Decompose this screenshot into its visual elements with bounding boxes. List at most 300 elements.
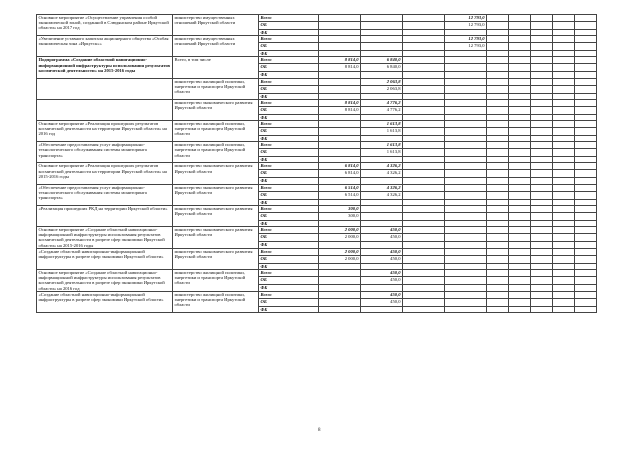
table-row bbox=[37, 36, 597, 43]
activity-name-cell: Основное мероприятие «Создание областной навигационно-информационной инфраструктуры использования результатов космической деятельности в разрезе сфер экономики Иркутской области» на 2015-2016 годы bbox=[37, 227, 173, 249]
activity-name-cell: Основное мероприятие «Реализация прошедших результатов космической деятельности на территории Иркутской области» на 2016 год bbox=[37, 121, 173, 142]
amount-cell: 450,0 bbox=[361, 291, 403, 298]
funding-source-cell: ОБ bbox=[259, 212, 319, 220]
empty-cell bbox=[487, 306, 509, 312]
amount-cell bbox=[403, 57, 445, 64]
amount-cell bbox=[445, 255, 487, 263]
table-row bbox=[37, 291, 597, 298]
amount-cell bbox=[403, 142, 445, 149]
executor-cell: министерство экономического развития Иркутской области bbox=[173, 248, 259, 269]
amount-cell bbox=[319, 270, 361, 277]
empty-cell bbox=[487, 191, 509, 199]
empty-cell bbox=[531, 277, 553, 285]
empty-cell bbox=[575, 205, 597, 212]
amount-cell bbox=[319, 142, 361, 149]
funding-source-cell: ОБ bbox=[259, 85, 319, 93]
document-sheet bbox=[36, 14, 596, 313]
empty-cell bbox=[553, 142, 575, 149]
empty-cell bbox=[509, 191, 531, 199]
empty-cell bbox=[575, 234, 597, 242]
amount-cell: 4 776,2 bbox=[361, 106, 403, 114]
table-row bbox=[37, 163, 597, 170]
empty-cell bbox=[531, 212, 553, 220]
amount-cell bbox=[319, 22, 361, 30]
funding-source-cell: Всего bbox=[259, 57, 319, 64]
amount-cell bbox=[361, 212, 403, 220]
empty-cell bbox=[531, 22, 553, 30]
empty-cell bbox=[553, 36, 575, 43]
empty-cell bbox=[575, 184, 597, 191]
amount-cell bbox=[403, 163, 445, 170]
empty-cell bbox=[531, 291, 553, 298]
amount-cell bbox=[445, 291, 487, 298]
amount-cell bbox=[403, 121, 445, 128]
executor-cell: министерство экономического развития Иркутской области bbox=[173, 227, 259, 249]
amount-cell bbox=[403, 191, 445, 199]
empty-cell bbox=[553, 234, 575, 242]
empty-cell bbox=[575, 291, 597, 298]
amount-cell: 450,0 bbox=[361, 277, 403, 285]
empty-cell bbox=[553, 57, 575, 64]
funding-source-cell: ФБ bbox=[259, 72, 319, 78]
funding-source-cell: ФБ bbox=[259, 263, 319, 269]
empty-cell bbox=[531, 270, 553, 277]
empty-cell bbox=[531, 121, 553, 128]
empty-cell bbox=[487, 170, 509, 178]
empty-cell bbox=[575, 142, 597, 149]
amount-cell bbox=[403, 99, 445, 106]
empty-cell bbox=[575, 43, 597, 51]
funding-source-cell: ФБ bbox=[259, 178, 319, 184]
empty-cell bbox=[531, 128, 553, 136]
empty-cell bbox=[509, 270, 531, 277]
funding-source-cell: ФБ bbox=[259, 306, 319, 312]
amount-cell bbox=[403, 36, 445, 43]
empty-cell bbox=[575, 277, 597, 285]
empty-cell bbox=[575, 248, 597, 255]
amount-cell: 6 814,0 bbox=[319, 170, 361, 178]
empty-cell bbox=[553, 149, 575, 157]
empty-cell bbox=[487, 234, 509, 242]
empty-cell bbox=[487, 205, 509, 212]
empty-cell bbox=[509, 212, 531, 220]
funding-source-cell: Всего bbox=[259, 15, 319, 22]
empty-cell bbox=[531, 306, 553, 312]
activity-name-cell: Основное мероприятие «Осуществление управления особой экономической зоной, созданной в Слюдянском районе Иркутской области» на 2017 год bbox=[37, 15, 173, 36]
funding-source-cell: Всего bbox=[259, 270, 319, 277]
amount-cell: 2 000,0 bbox=[319, 255, 361, 263]
empty-cell bbox=[553, 99, 575, 106]
executor-cell: министерство жилищной политики, энергетики и транспорта Иркутской области bbox=[173, 78, 259, 99]
empty-cell bbox=[509, 306, 531, 312]
amount-cell: 12 793,0 bbox=[445, 15, 487, 22]
amount-cell bbox=[403, 78, 445, 85]
amount-cell bbox=[319, 15, 361, 22]
funding-source-cell: ОБ bbox=[259, 128, 319, 136]
empty-cell bbox=[487, 277, 509, 285]
empty-cell bbox=[575, 227, 597, 234]
empty-cell bbox=[509, 298, 531, 306]
empty-cell bbox=[553, 128, 575, 136]
empty-cell bbox=[575, 149, 597, 157]
amount-cell bbox=[361, 15, 403, 22]
amount-cell: 12 793,0 bbox=[445, 22, 487, 30]
empty-cell bbox=[487, 163, 509, 170]
empty-cell bbox=[509, 78, 531, 85]
empty-cell bbox=[575, 270, 597, 277]
executor-cell: министерство экономического развития Иркутской области bbox=[173, 163, 259, 184]
amount-cell bbox=[445, 78, 487, 85]
funding-source-cell: ОБ bbox=[259, 43, 319, 51]
amount-cell bbox=[445, 277, 487, 285]
funding-source-cell: Всего bbox=[259, 163, 319, 170]
table-body bbox=[37, 15, 597, 313]
amount-cell bbox=[403, 15, 445, 22]
amount-cell bbox=[319, 149, 361, 157]
empty-cell bbox=[509, 142, 531, 149]
activity-name-cell: Основное мероприятие «Создание областной навигационно-информационной инфраструктуры использования результатов космической деятельности в разрезе сфер экономики Иркутской области» на 2016 год bbox=[37, 270, 173, 292]
empty-cell bbox=[531, 298, 553, 306]
amount-cell: 450,0 bbox=[361, 298, 403, 306]
empty-cell bbox=[509, 170, 531, 178]
amount-cell: 4 326,2 bbox=[361, 170, 403, 178]
activity-name-cell bbox=[37, 99, 173, 120]
amount-cell bbox=[445, 64, 487, 72]
amount-cell bbox=[319, 78, 361, 85]
empty-cell bbox=[509, 36, 531, 43]
empty-cell bbox=[509, 255, 531, 263]
empty-cell bbox=[575, 57, 597, 64]
amount-cell bbox=[319, 121, 361, 128]
funding-source-cell: ОБ bbox=[259, 234, 319, 242]
amount-cell bbox=[445, 234, 487, 242]
amount-cell bbox=[445, 85, 487, 93]
empty-cell bbox=[487, 64, 509, 72]
amount-cell bbox=[403, 22, 445, 30]
empty-cell bbox=[553, 184, 575, 191]
amount-cell bbox=[445, 270, 487, 277]
budget-table bbox=[36, 14, 597, 313]
empty-cell bbox=[509, 291, 531, 298]
funding-source-cell: Всего bbox=[259, 205, 319, 212]
amount-cell: 12 793,0 bbox=[445, 43, 487, 51]
empty-cell bbox=[531, 85, 553, 93]
empty-cell bbox=[553, 255, 575, 263]
funding-source-cell: ФБ bbox=[259, 285, 319, 291]
empty-cell bbox=[531, 170, 553, 178]
funding-source-cell: ОБ bbox=[259, 22, 319, 30]
amount-cell bbox=[445, 306, 487, 312]
empty-cell bbox=[509, 184, 531, 191]
amount-cell: 1 613,8 bbox=[361, 121, 403, 128]
empty-cell bbox=[575, 298, 597, 306]
amount-cell bbox=[403, 128, 445, 136]
empty-cell bbox=[487, 57, 509, 64]
empty-cell bbox=[553, 227, 575, 234]
amount-cell bbox=[403, 64, 445, 72]
amount-cell: 2 000,0 bbox=[319, 248, 361, 255]
amount-cell bbox=[445, 170, 487, 178]
empty-cell bbox=[487, 22, 509, 30]
empty-cell bbox=[553, 212, 575, 220]
funding-source-cell: ФБ bbox=[259, 136, 319, 142]
empty-cell bbox=[509, 227, 531, 234]
empty-cell bbox=[509, 57, 531, 64]
empty-cell bbox=[509, 149, 531, 157]
empty-cell bbox=[487, 43, 509, 51]
amount-cell bbox=[403, 270, 445, 277]
amount-cell bbox=[361, 22, 403, 30]
empty-cell bbox=[575, 106, 597, 114]
table-row bbox=[37, 99, 597, 106]
empty-cell bbox=[487, 36, 509, 43]
amount-cell: 8 814,0 bbox=[319, 57, 361, 64]
empty-cell bbox=[509, 64, 531, 72]
amount-cell: 450,0 bbox=[361, 234, 403, 242]
funding-source-cell: ФБ bbox=[259, 114, 319, 120]
empty-cell bbox=[509, 121, 531, 128]
executor-cell: министерство жилищной политики, энергетики и транспорта Иркутской области bbox=[173, 291, 259, 312]
empty-cell bbox=[487, 270, 509, 277]
empty-cell bbox=[553, 106, 575, 114]
amount-cell: 4 326,2 bbox=[361, 184, 403, 191]
empty-cell bbox=[487, 142, 509, 149]
table-row bbox=[37, 270, 597, 277]
empty-cell bbox=[575, 212, 597, 220]
funding-source-cell: ОБ bbox=[259, 191, 319, 199]
amount-cell bbox=[445, 99, 487, 106]
funding-source-cell: Всего bbox=[259, 227, 319, 234]
amount-cell: 6 514,0 bbox=[319, 191, 361, 199]
amount-cell bbox=[445, 191, 487, 199]
empty-cell bbox=[553, 277, 575, 285]
amount-cell bbox=[403, 291, 445, 298]
amount-cell: 8 814,0 bbox=[319, 64, 361, 72]
executor-cell: министерство экономического развития Иркутской области bbox=[173, 99, 259, 120]
activity-name-cell: Подпрограмма «Создание областной навигационно-информационной инфраструктуры использования результатов космической деятельности» на 2015-2016 годы bbox=[37, 57, 173, 78]
amount-cell: 2 063,8 bbox=[361, 85, 403, 93]
amount-cell bbox=[319, 85, 361, 93]
table-row bbox=[37, 184, 597, 191]
empty-cell bbox=[575, 99, 597, 106]
executor-cell: министерство жилищной политики, энергетики и транспорта Иркутской области bbox=[173, 270, 259, 292]
executor-cell: министерство жилищной политики, энергетики и транспорта Иркутской области bbox=[173, 142, 259, 163]
amount-cell bbox=[403, 149, 445, 157]
amount-cell bbox=[403, 227, 445, 234]
amount-cell bbox=[403, 170, 445, 178]
amount-cell bbox=[403, 298, 445, 306]
amount-cell bbox=[403, 205, 445, 212]
activity-name-cell bbox=[37, 78, 173, 99]
table-row bbox=[37, 15, 597, 22]
amount-cell: 1 613,8 bbox=[361, 142, 403, 149]
empty-cell bbox=[531, 248, 553, 255]
amount-cell: 300,0 bbox=[319, 212, 361, 220]
amount-cell bbox=[403, 255, 445, 263]
empty-cell bbox=[553, 121, 575, 128]
empty-cell bbox=[575, 78, 597, 85]
empty-cell bbox=[575, 255, 597, 263]
amount-cell bbox=[403, 184, 445, 191]
empty-cell bbox=[509, 22, 531, 30]
amount-cell: 2 000,0 bbox=[319, 227, 361, 234]
amount-cell: 6 514,0 bbox=[319, 184, 361, 191]
amount-cell: 2 063,8 bbox=[361, 78, 403, 85]
funding-source-cell: Всего bbox=[259, 248, 319, 255]
page-number: 8 bbox=[318, 428, 321, 433]
empty-cell bbox=[531, 142, 553, 149]
empty-cell bbox=[553, 306, 575, 312]
amount-cell bbox=[403, 43, 445, 51]
empty-cell bbox=[487, 85, 509, 93]
empty-cell bbox=[509, 163, 531, 170]
activity-name-cell: Основное мероприятие «Реализация прошедших результатов космической деятельности на территории Иркутской области» на 2015-2016 годы bbox=[37, 163, 173, 184]
funding-source-cell: ОБ bbox=[259, 106, 319, 114]
amount-cell bbox=[403, 234, 445, 242]
table-row bbox=[37, 142, 597, 149]
amount-cell bbox=[319, 277, 361, 285]
amount-cell: 450,0 bbox=[361, 227, 403, 234]
table-row bbox=[37, 121, 597, 128]
amount-cell bbox=[445, 184, 487, 191]
funding-source-cell: Всего bbox=[259, 184, 319, 191]
amount-cell bbox=[319, 298, 361, 306]
empty-cell bbox=[553, 205, 575, 212]
empty-cell bbox=[531, 149, 553, 157]
empty-cell bbox=[553, 22, 575, 30]
empty-cell bbox=[509, 205, 531, 212]
amount-cell: 1 613,8 bbox=[361, 128, 403, 136]
funding-source-cell: ФБ bbox=[259, 30, 319, 36]
funding-source-cell: ФБ bbox=[259, 157, 319, 163]
amount-cell: 450,0 bbox=[361, 270, 403, 277]
amount-cell bbox=[445, 212, 487, 220]
empty-cell bbox=[509, 99, 531, 106]
empty-cell bbox=[531, 184, 553, 191]
empty-cell bbox=[531, 64, 553, 72]
empty-cell bbox=[575, 15, 597, 22]
funding-source-cell: ФБ bbox=[259, 220, 319, 226]
empty-cell bbox=[509, 234, 531, 242]
funding-source-cell: ОБ bbox=[259, 149, 319, 157]
empty-cell bbox=[531, 57, 553, 64]
amount-cell bbox=[445, 106, 487, 114]
empty-cell bbox=[487, 15, 509, 22]
amount-cell bbox=[445, 298, 487, 306]
empty-cell bbox=[553, 270, 575, 277]
amount-cell bbox=[319, 128, 361, 136]
amount-cell bbox=[403, 277, 445, 285]
funding-source-cell: Всего bbox=[259, 99, 319, 106]
amount-cell bbox=[445, 163, 487, 170]
empty-cell bbox=[509, 128, 531, 136]
empty-cell bbox=[575, 22, 597, 30]
executor-cell: министерство имущественных отношений Иркутской области bbox=[173, 36, 259, 57]
amount-cell bbox=[319, 36, 361, 43]
empty-cell bbox=[553, 85, 575, 93]
empty-cell bbox=[487, 78, 509, 85]
empty-cell bbox=[509, 85, 531, 93]
amount-cell bbox=[319, 291, 361, 298]
activity-name-cell: «Увеличение уставного капитала акционерного общества «Особая экономическая зона «Иркутск»» bbox=[37, 36, 173, 57]
amount-cell bbox=[445, 57, 487, 64]
empty-cell bbox=[487, 149, 509, 157]
amount-cell: 4 776,2 bbox=[361, 99, 403, 106]
empty-cell bbox=[531, 15, 553, 22]
amount-cell: 12 793,0 bbox=[445, 36, 487, 43]
table-row bbox=[37, 227, 597, 234]
executor-cell: Всего, в том числе bbox=[173, 57, 259, 78]
amount-cell: 6 814,0 bbox=[319, 163, 361, 170]
amount-cell: 6 840,0 bbox=[361, 57, 403, 64]
amount-cell bbox=[361, 43, 403, 51]
empty-cell bbox=[487, 255, 509, 263]
empty-cell bbox=[509, 106, 531, 114]
funding-source-cell: ФБ bbox=[259, 93, 319, 99]
funding-source-cell: ОБ bbox=[259, 277, 319, 285]
amount-cell bbox=[445, 248, 487, 255]
amount-cell: 8 814,0 bbox=[319, 106, 361, 114]
empty-cell bbox=[553, 291, 575, 298]
activity-name-cell: «Обеспечение предоставления услуг информационно-технологического обслуживания системы мониторинга транспорта» bbox=[37, 142, 173, 163]
amount-cell bbox=[403, 248, 445, 255]
empty-cell bbox=[575, 121, 597, 128]
amount-cell bbox=[361, 306, 403, 312]
amount-cell bbox=[403, 212, 445, 220]
amount-cell bbox=[319, 43, 361, 51]
empty-cell bbox=[531, 36, 553, 43]
empty-cell bbox=[575, 64, 597, 72]
amount-cell: 4 326,2 bbox=[361, 191, 403, 199]
executor-cell: министерство экономического развития Иркутской области bbox=[173, 205, 259, 226]
empty-cell bbox=[487, 99, 509, 106]
executor-cell: министерство экономического развития Иркутской области bbox=[173, 184, 259, 205]
activity-name-cell: «Реализация прошедших РКД на территории Иркутской области» bbox=[37, 205, 173, 226]
empty-cell bbox=[487, 121, 509, 128]
amount-cell: 1 613,8 bbox=[361, 149, 403, 157]
amount-cell: 6 840,0 bbox=[361, 64, 403, 72]
amount-cell bbox=[445, 128, 487, 136]
amount-cell bbox=[403, 85, 445, 93]
amount-cell bbox=[445, 121, 487, 128]
empty-cell bbox=[553, 43, 575, 51]
empty-cell bbox=[553, 15, 575, 22]
empty-cell bbox=[531, 191, 553, 199]
amount-cell: 4 326,2 bbox=[361, 163, 403, 170]
activity-name-cell: «Создание областной навигационно-информационной инфраструктуры в разрезе сфер экономики Иркутской области» bbox=[37, 291, 173, 312]
amount-cell bbox=[445, 227, 487, 234]
empty-cell bbox=[553, 64, 575, 72]
empty-cell bbox=[487, 248, 509, 255]
empty-cell bbox=[553, 78, 575, 85]
funding-source-cell: ОБ bbox=[259, 298, 319, 306]
empty-cell bbox=[531, 163, 553, 170]
amount-cell bbox=[403, 306, 445, 312]
empty-cell bbox=[553, 248, 575, 255]
amount-cell: 300,0 bbox=[319, 205, 361, 212]
amount-cell bbox=[319, 306, 361, 312]
funding-source-cell: ОБ bbox=[259, 170, 319, 178]
empty-cell bbox=[531, 43, 553, 51]
empty-cell bbox=[553, 191, 575, 199]
amount-cell bbox=[445, 149, 487, 157]
table-row bbox=[37, 57, 597, 64]
amount-cell: 2 000,0 bbox=[319, 234, 361, 242]
funding-source-cell: Всего bbox=[259, 36, 319, 43]
empty-cell bbox=[531, 234, 553, 242]
funding-source-cell: Всего bbox=[259, 142, 319, 149]
empty-cell bbox=[531, 205, 553, 212]
